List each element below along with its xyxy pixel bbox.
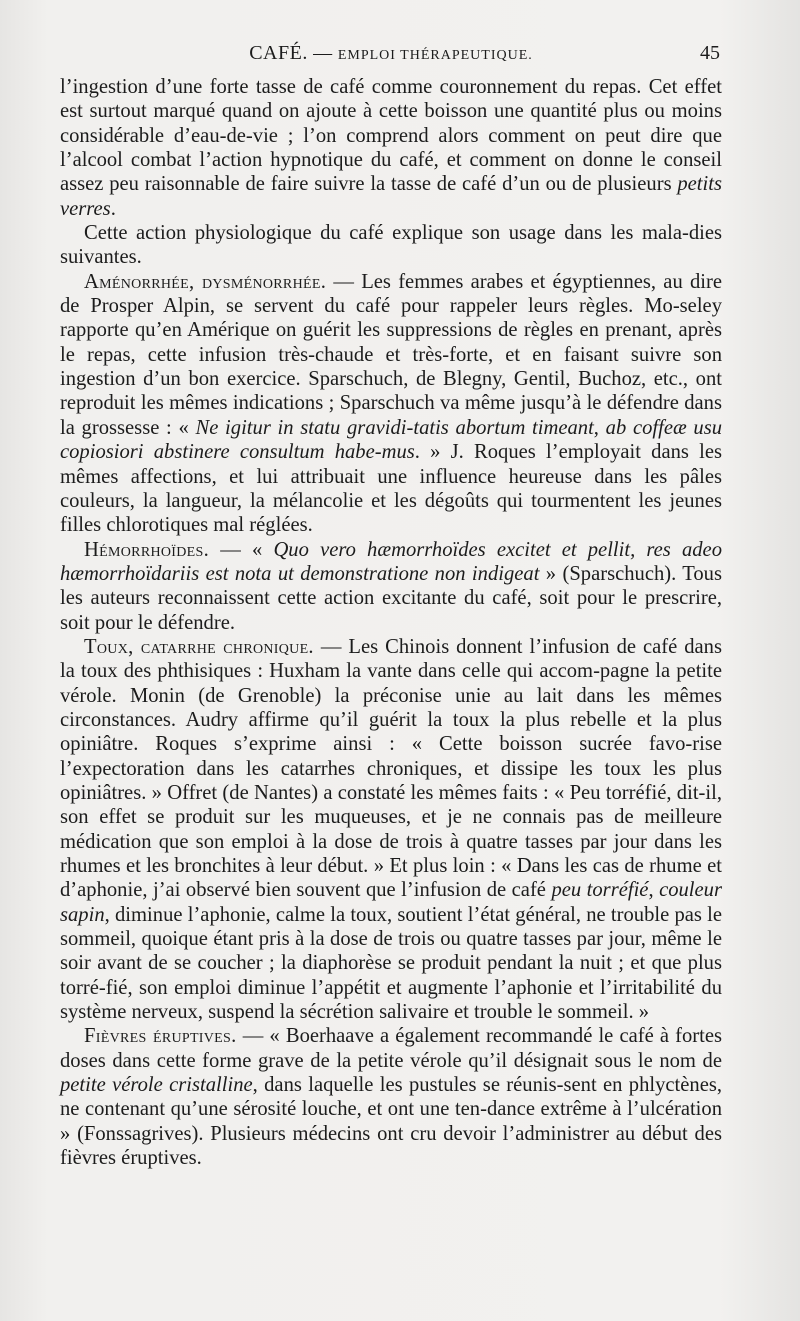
text-run: , diminue l’aphonie, calme la toux, soutient l’état général, ne trouble pas le sommeil, quoique étant pris à la dose de trois ou quatre tasses par jour, même le soir avant de se coucher ; la diaphorèse se produit pendant la nuit ; et que plus torré-fié, son emploi diminue l’appétit et augmente l’aphonie et l’irritabilité du système nerveux, suspend la sécrétion salivaire et trouble le sommeil. » [60, 903, 722, 1024]
text-run: — « Boerhaave a également recommandé le café à fortes doses dans cette forme grave de la petite vérole qu’il désignait sous le nom de [60, 1025, 722, 1072]
text-run: — Les Chinois donnent l’infusion de café dans la toux des phthisiques : Huxham la vante dans celle qui accom-pagne la petite vérole. Monin (de Grenoble) la préconise unie au lait dans les mêmes circonstances. Audry affirme qu’il guérit la toux la plus rebelle et la plus opiniâtre. Roques s’exprime ainsi : « Cette boisson sucrée favo-rise l’expectoration dans les catarrhes chroniques, et dissipe les toux les plus opiniâtres. » Offret (de Nantes) a constaté les mêmes faits : « Peu torréfié, dit-il, son effet se produit sur les muqueuses, et je ne connais pas de meilleure médication que son emploi à la dose de trois à quatre tasses par jour dans les rhumes et les bronchites à leur début. » Et plus loin : « Dans les cas de rhume et d’aphonie, j’ai observé bien souvent que l’infusion de café [60, 635, 722, 902]
title-main: CAFÉ. [249, 42, 308, 64]
page-number: 45 [700, 42, 720, 64]
section-heading: Hémorrhoïdes. [84, 538, 210, 561]
section-heading: Toux, catarrhe chronique. [84, 635, 314, 658]
text-run: . [110, 197, 116, 220]
section-heading: Aménorrhée, dysménorrhée. [84, 270, 327, 293]
running-title [60, 42, 722, 65]
paragraph-toux [60, 635, 722, 1025]
italic-run: petite vérole cristalline [60, 1074, 253, 1097]
text-run: — « [209, 538, 274, 561]
italic-run: Quo vero hæmorrhoïdes excitet et pellit, res adeo hæmorrhoïdariis est nota ut demonstratione non indigeat [60, 538, 722, 585]
section-heading: Fièvres éruptives. [84, 1025, 237, 1048]
paragraph-amenorrhee [60, 270, 722, 538]
body-text [60, 75, 722, 1170]
text-run: , [648, 879, 660, 902]
paragraph-fievres [60, 1024, 722, 1170]
text-run: l’ingestion d’une forte tasse de café comme couronnement du repas. Cet effet est surtout marqué quand on ajoute à cette boisson une quantité plus ou moins considérable d’eau-de-vie ; l’on comprend alors comment on peut dire que l’alcool combat l’action hypnotique du café, et comment on donne le conseil assez peu raisonnable de faire suivre la tasse de café d’un ou de plusieurs [60, 76, 722, 196]
text-run: , [593, 416, 606, 439]
title-subtitle: EMPLOI THÉRAPEUTIQUE. [337, 48, 533, 63]
italic-run: petits verres [60, 173, 722, 220]
paragraph-hemorrhoides [60, 538, 722, 635]
running-header [60, 42, 722, 70]
italic-run: couleur sapin [60, 879, 722, 926]
italic-run: ab coffeæ usu copiosiori abstinere consultum habe-mus [60, 416, 723, 464]
italic-run: Ne igitur in statu gravidi-tatis abortum timeant [195, 416, 594, 439]
title-separator: — [313, 43, 333, 64]
italic-run: peu torréfié [551, 879, 649, 902]
text-run: Cette action physiologique du café explique son usage dans les mala-dies suivantes. [60, 222, 722, 269]
text-run: . » J. Roques l’employait dans les mêmes affections, et lui attribuait une influence heureuse dans les pâles couleurs, la langueur, la mélancolie et les dégoûts qui tourmentent les jeunes filles chlorotiques mal réglées. [60, 441, 723, 537]
paragraph-intro [60, 221, 722, 270]
paragraph-continuation [60, 75, 722, 221]
text-run: » (Sparschuch). Tous les auteurs reconnaissent cette action excitante du café, soit pour le prescrire, soit pour le défendre. [60, 562, 722, 634]
text-run: — Les femmes arabes et égyptiennes, au dire de Prosper Alpin, se servent du café pour rappeler leurs règles. Mo-seley rapporte qu’en Amérique on guérit les suppressions de règles en prenant, après le repas, cette infusion très-chaude et très-forte, et en faisant suivre son ingestion d’un bon exercice. Sparschuch, de Blegny, Gentil, Buchoz, etc., ont reproduit les mêmes indications ; Sparschuch va même jusqu’à le défendre dans la grossesse : « [60, 270, 723, 439]
text-run: , dans laquelle les pustules se réunis-sent en phlyctènes, ne contenant qu’une sérosité louche, et ont une ten-dance extrême à l’ulcération » (Fonssagrives). Plusieurs médecins ont cru devoir l’administrer au début des fièvres éruptives. [60, 1074, 723, 1170]
